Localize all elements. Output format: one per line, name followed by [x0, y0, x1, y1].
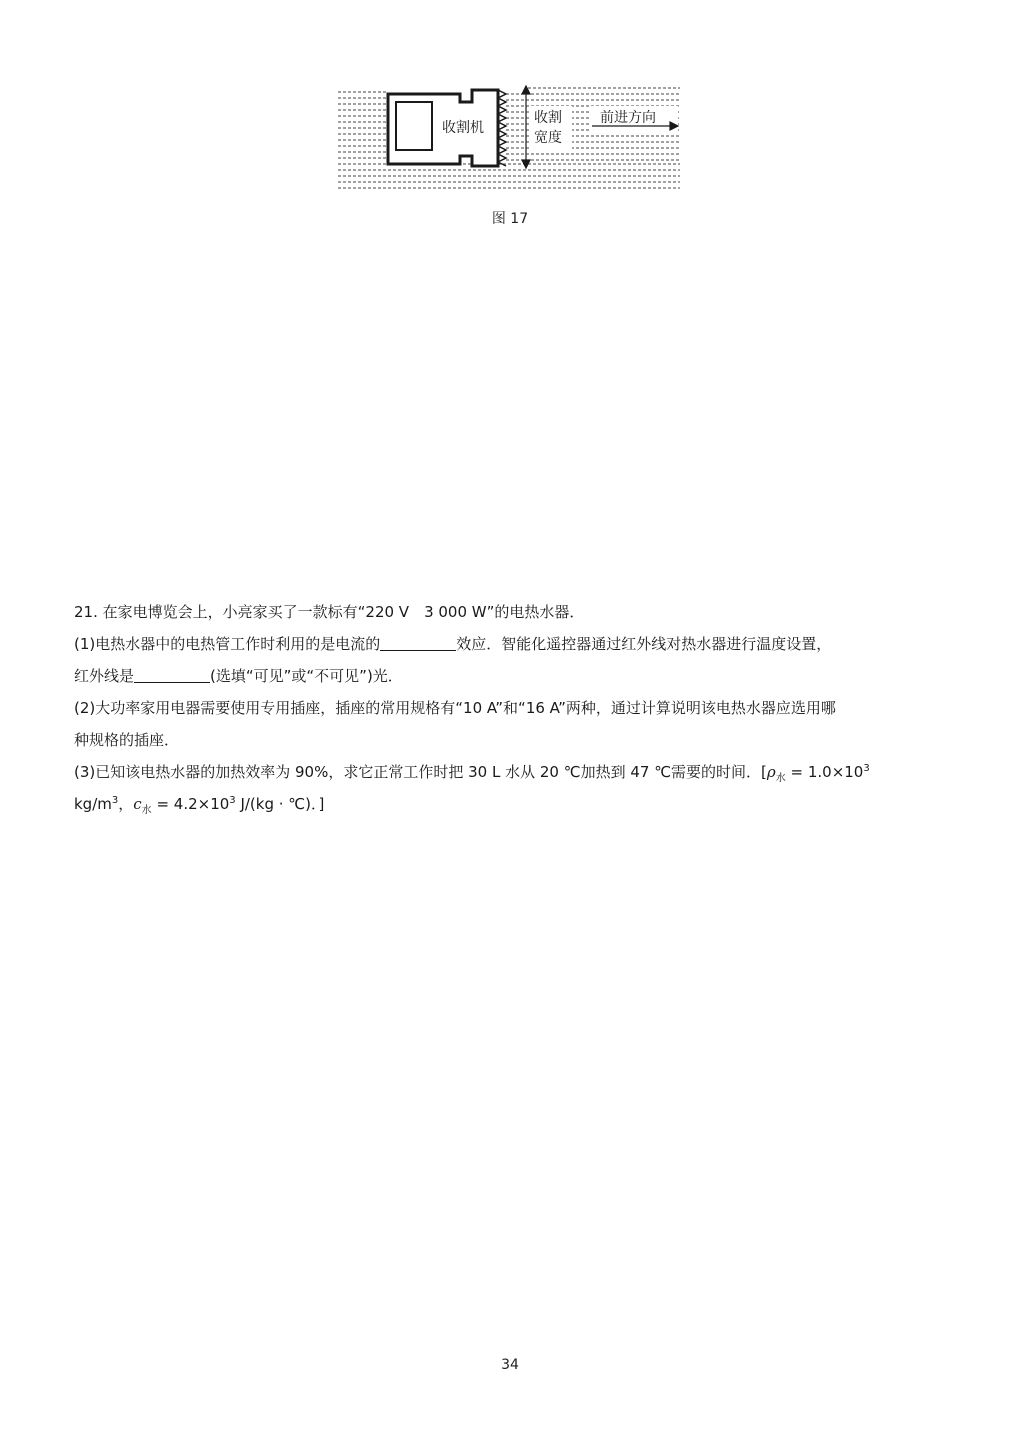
answer-blank-1[interactable] — [380, 634, 456, 651]
harvester-figure — [338, 84, 684, 194]
width-arrow — [522, 86, 530, 168]
machine-label: 收割机 — [442, 120, 484, 136]
answer-blank-2[interactable] — [134, 666, 210, 683]
question-21 — [74, 596, 954, 820]
question-part-3-cont: $kg/m^3$，$c_水 = 4.2\times 10^3$ J/(kg · ℃)．] — [74, 795, 325, 816]
question-part-1-cont: 红外线是 (选填“可见”或“不可见”)光． — [74, 667, 403, 685]
question-intro: 21. 在家电博览会上，小亮家买了一款标有“220 V 3 000 W”的电热水器． — [74, 603, 585, 621]
question-part-3: (3)已知该电热水器的加热效率为 90%，求它正常工作时把 30 L 水从 20 ℃加热到 47 ℃需要的时间．[$\rho_水 = 1.0\times 10^3$ — [74, 763, 870, 784]
cab-window — [396, 102, 432, 150]
question-part-2-cont: 种规格的插座． — [74, 731, 180, 749]
figure-caption: 图 17 — [491, 211, 529, 227]
width-label-line2: 宽度 — [534, 130, 562, 146]
page-number: 34 — [501, 1357, 519, 1373]
question-part-1: (1)电热水器中的电热管工作时利用的是电流的 效应．智能化遥控器通过红外线对热水器进行温度设置， — [74, 635, 832, 653]
question-number: 21. — [74, 603, 98, 621]
width-label-line1: 收割 — [534, 110, 562, 126]
question-part-2: (2)大功率家用电器需要使用专用插座，插座的常用规格有“10 A”和“16 A”两种，通过计算说明该电热水器应选用哪 — [74, 699, 836, 717]
direction-label: 前进方向 — [600, 110, 656, 126]
harvester-diagram — [338, 84, 684, 194]
